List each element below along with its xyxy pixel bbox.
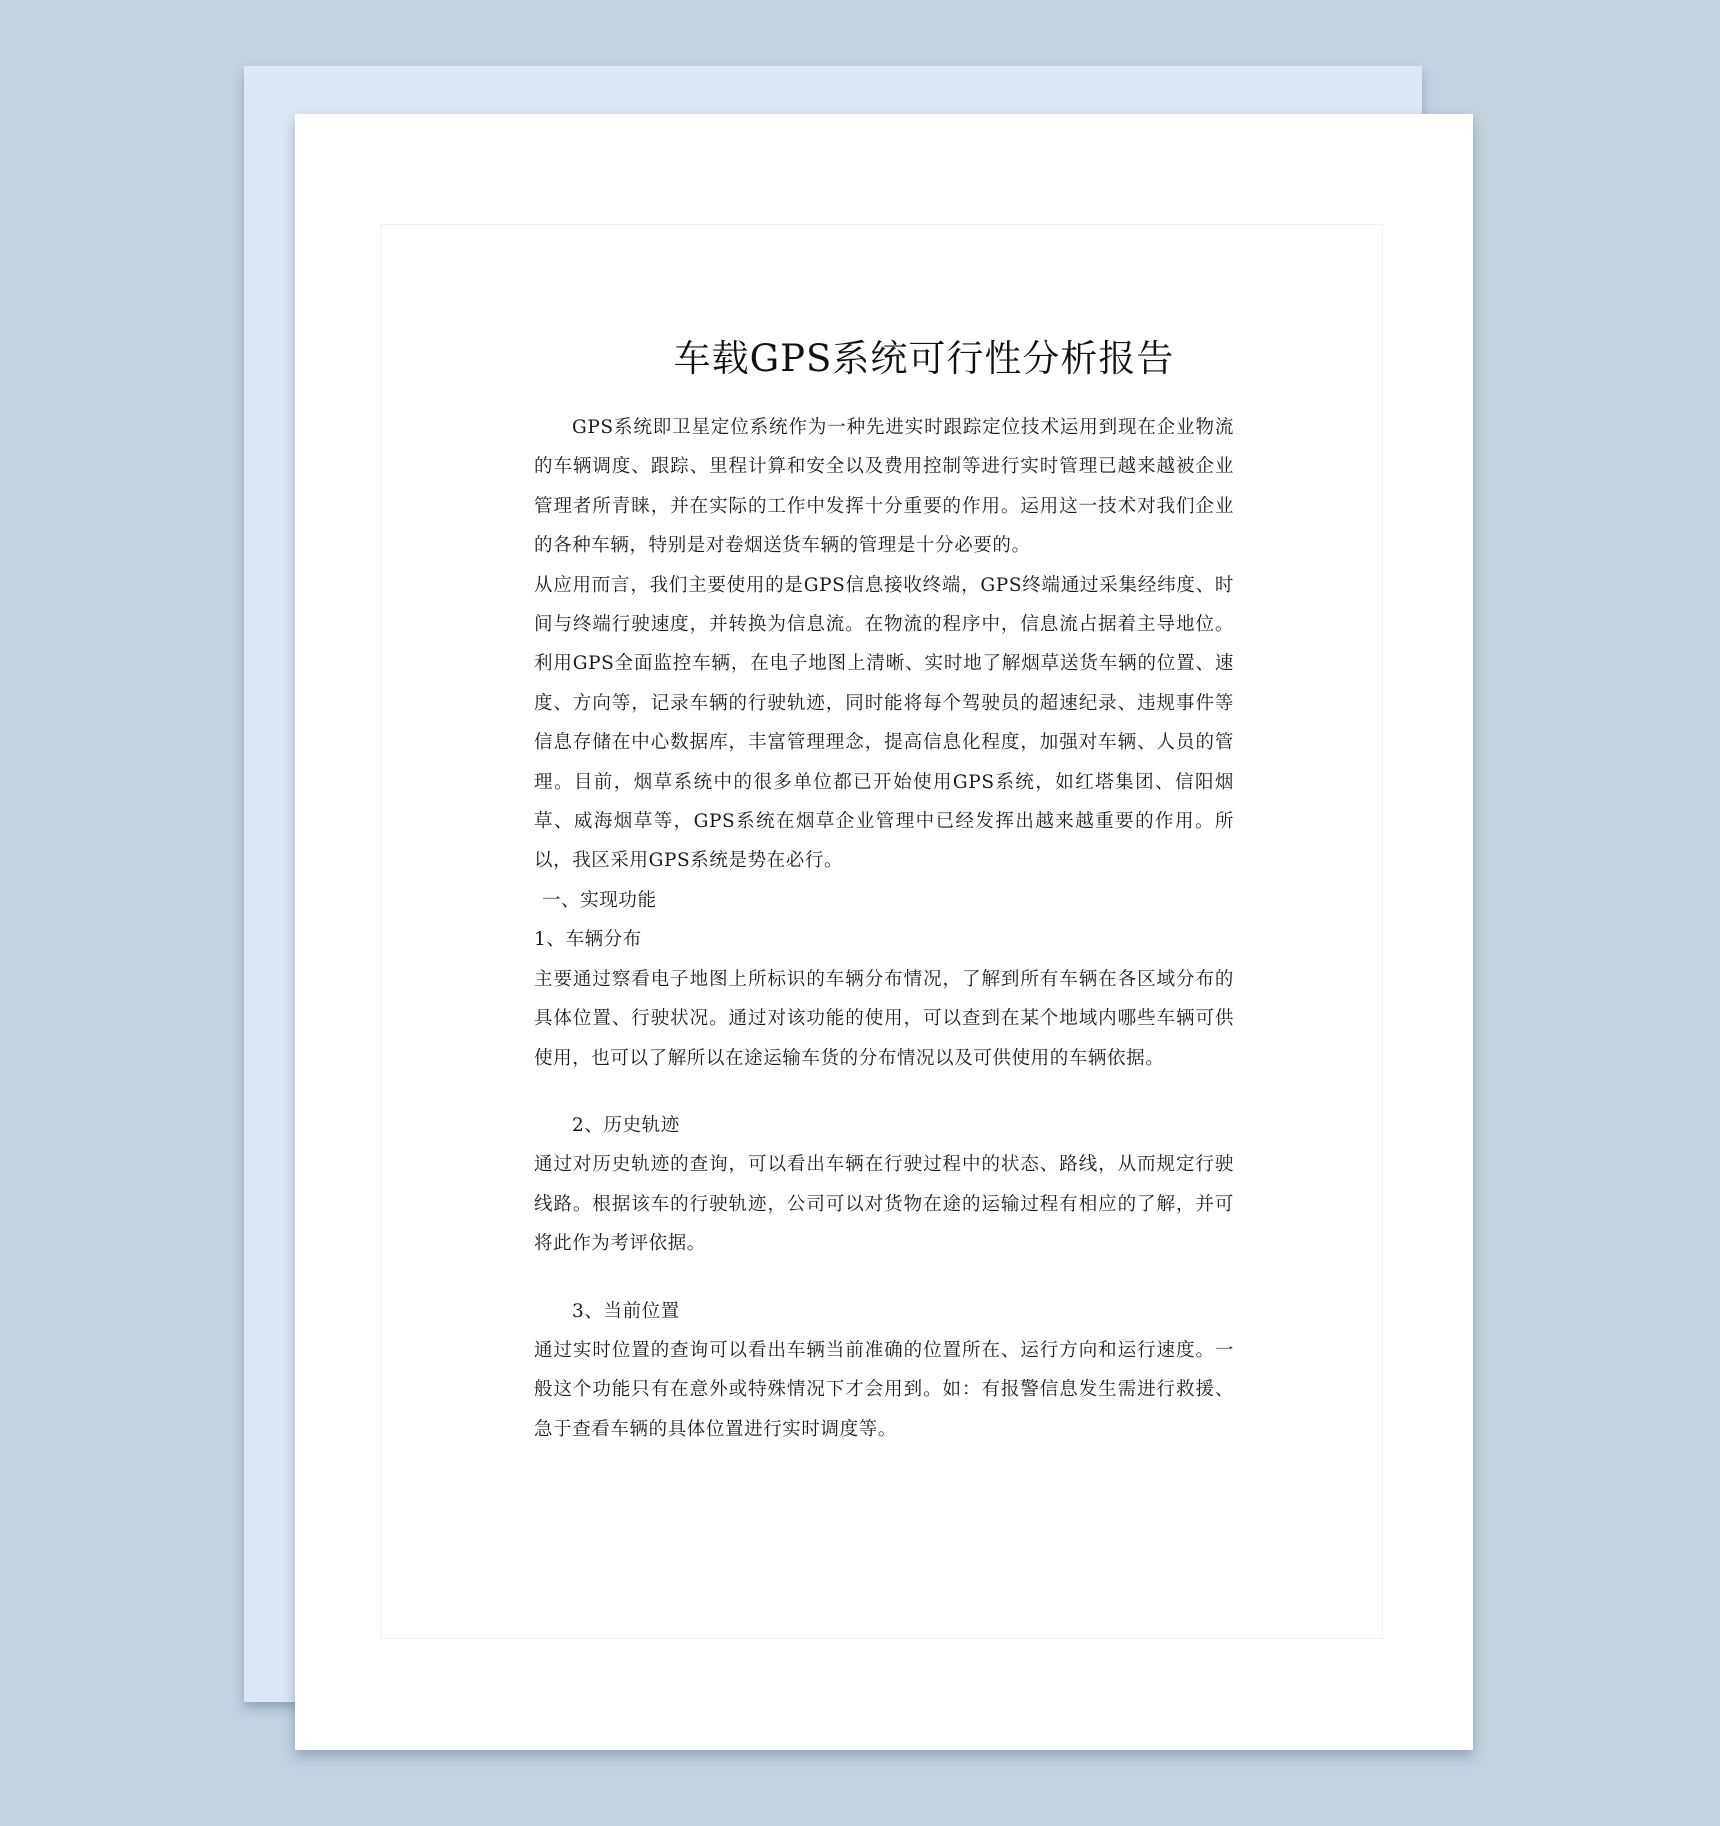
paragraph-gap bbox=[534, 1078, 1234, 1106]
section-heading-functions: 一、实现功能 bbox=[542, 889, 657, 911]
intro-paragraph: GPS系统即卫星定位系统作为一种先进实时跟踪定位技术运用到现在企业物流的车辆调度、跟踪、里程计算和安全以及费用控制等进行实时管理已越来越被企业管理者所青睐，并在实际的工作中发挥十分重要的作用。运用这一技术对我们企业的各种车辆，特别是对卷烟送货车辆的管理是十分必要的。 bbox=[534, 417, 1234, 557]
subsection-body-vehicle-distribution: 主要通过察看电子地图上所标识的车辆分布情况，了解到所有车辆在各区域分布的具体位置、行驶状况。通过对该功能的使用，可以查到在某个地域内哪些车辆可供使用，也可以了解所以在途运输车货的分布情况以及可供使用的车辆依据。 bbox=[534, 968, 1234, 1069]
paragraph-gap bbox=[534, 1264, 1234, 1292]
subsection-heading-history-track: 2、历史轨迹 bbox=[572, 1114, 680, 1136]
subsection-body-current-position: 通过实时位置的查询可以看出车辆当前准确的位置所在、运行方向和运行速度。一般这个功能只有在意外或特殊情况下才会用到。如：有报警信息发生需进行救援、急于查看车辆的具体位置进行实时调度等。 bbox=[534, 1339, 1234, 1440]
document-title: 车载GPS系统可行性分析报告 bbox=[673, 337, 1175, 380]
document-body bbox=[534, 334, 1234, 1449]
second-paragraph: 从应用而言，我们主要使用的是GPS信息接收终端，GPS终端通过采集经纬度、时间与终端行驶速度，并转换为信息流。在物流的程序中，信息流占据着主导地位。利用GPS全面监控车辆，在电子地图上清晰、实时地了解烟草送货车辆的位置、速度、方向等，记录车辆的行驶轨迹，同时能将每个驾驶员的超速纪录、违规事件等信息存储在中心数据库，丰富管理理念，提高信息化程度，加强对车辆、人员的管理。目前，烟草系统中的很多单位都已开始使用GPS系统，如红塔集团、信阳烟草、威海烟草等，GPS系统在烟草企业管理中已经发挥出越来越重要的作用。所以，我区采用GPS系统是势在必行。 bbox=[534, 574, 1234, 872]
subsection-heading-current-position: 3、当前位置 bbox=[572, 1300, 680, 1322]
subsection-heading-vehicle-distribution: 1、车辆分布 bbox=[534, 929, 642, 951]
document-page bbox=[295, 114, 1473, 1750]
subsection-body-history-track: 通过对历史轨迹的查询，可以看出车辆在行驶过程中的状态、路线，从而规定行驶线路。根据该车的行驶轨迹，公司可以对货物在途的运输过程有相应的了解，并可将此作为考评依据。 bbox=[534, 1154, 1234, 1255]
